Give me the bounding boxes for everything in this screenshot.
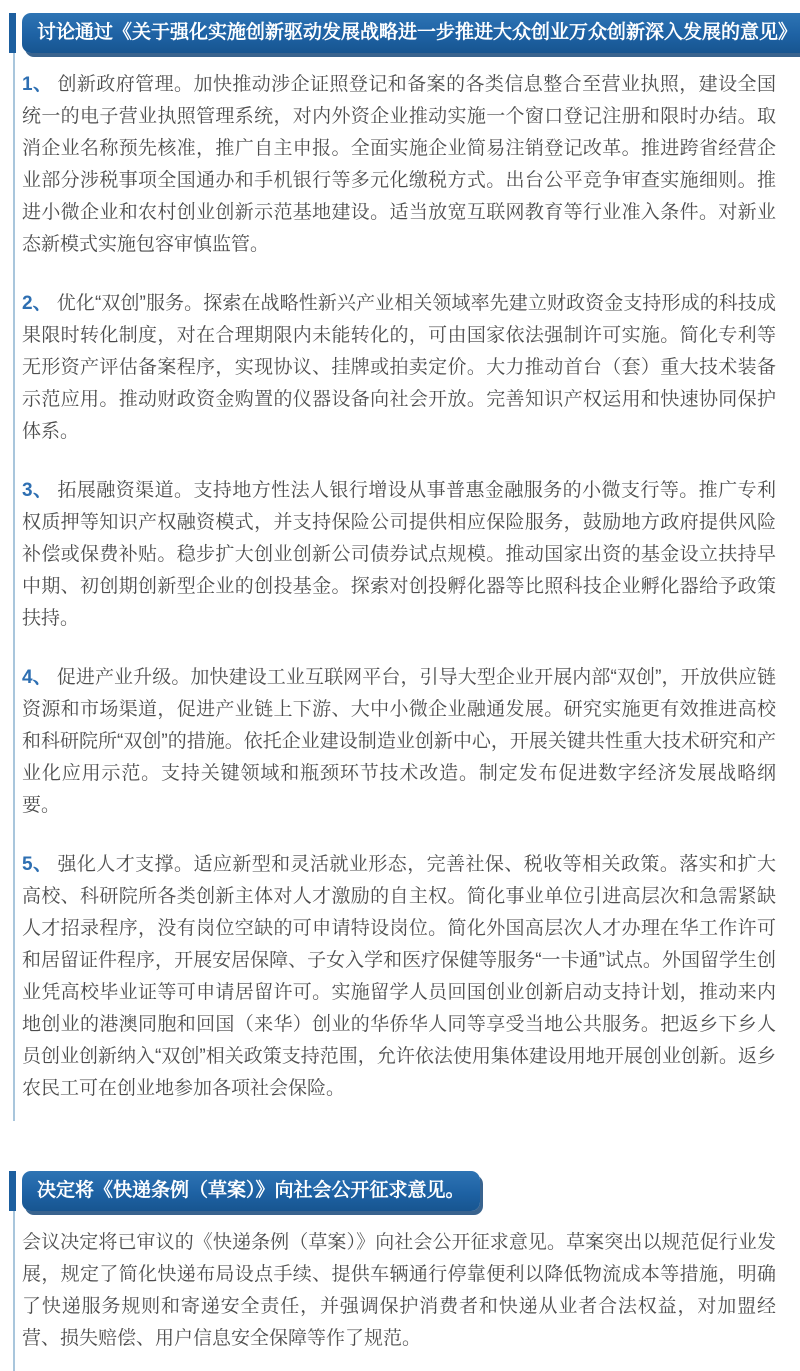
section-header-row xyxy=(9,13,800,53)
paragraph-number: 4、 xyxy=(22,667,52,688)
section-header-banner xyxy=(22,1171,480,1211)
section-title: 讨论通过《关于强化实施创新驱动发展战略进一步推进大众创业万众创新深入发展的意见》 xyxy=(37,22,798,43)
header-accent-bar xyxy=(9,13,16,53)
paragraph-item-4 xyxy=(22,662,776,822)
paragraph-number: 3、 xyxy=(22,480,53,501)
paragraph-item-5 xyxy=(22,849,776,1105)
paragraph-item-2 xyxy=(22,288,776,448)
section-header-banner xyxy=(22,13,800,53)
paragraph-text: 创新政府管理。加快推动涉企证照登记和备案的各类信息整合至营业执照，建设全国统一的电子营业执照管理系统，对内外资企业推动实施一个窗口登记注册和限时办结。取消企业名称预先核准，推广自主申报。全面实施企业简易注销登记改革。推进跨省经营企业部分涉税事项全国通办和手机银行等多元化缴税方式。出台公平竞争审查实施细则。推进小微企业和农村创业创新示范基地建设。适当放宽互联网教育等行业准入条件。对新业态新模式实施包容审慎监管。 xyxy=(22,74,776,255)
section-body xyxy=(13,53,800,1121)
paragraph-number: 1、 xyxy=(22,74,53,95)
paragraph-text: 会议决定将已审议的《快递条例（草案）》向社会公开征求意见。草案突出以规范促行业发展，规定了简化快递布局设点手续、提供车辆通行停靠便利以降低物流成本等措施，明确了快递服务规则和寄递安全责任，并强调保护消费者和快递从业者合法权益，对加盟经营、损失赔偿、用户信息安全保障等作了规范。 xyxy=(22,1232,776,1349)
paragraph-item-3 xyxy=(22,475,776,635)
section-title: 决定将《快递条例（草案）》向社会公开征求意见。 xyxy=(37,1180,465,1201)
paragraph-item-1 xyxy=(22,69,776,261)
paragraph-number: 2、 xyxy=(22,293,52,314)
paragraph-text: 优化“双创”服务。探索在战略性新兴产业相关领域率先建立财政资金支持形成的科技成果限时转化制度，对在合理期限内未能转化的，可由国家依法强制许可实施。简化专利等无形资产评估备案程序，实现协议、挂牌或拍卖定价。大力推动首台（套）重大技术装备示范应用。推动财政资金购置的仪器设备向社会开放。完善知识产权运用和快速协同保护体系。 xyxy=(22,293,776,442)
section-express-regulation xyxy=(0,1171,800,1371)
paragraph-text: 强化人才支撑。适应新型和灵活就业形态，完善社保、税收等相关政策。落实和扩大高校、科研院所各类创新主体对人才激励的自主权。简化事业单位引进高层次和急需紧缺人才招录程序，没有岗位空缺的可申请特设岗位。简化外国高层次人才办理在华工作许可和居留证件程序，开展安居保障、子女入学和医疗保健等服务“一卡通”试点。外国留学生创业凭高校毕业证等可申请居留许可。实施留学人员回国创业创新启动支持计划，推动来内地创业的港澳同胞和回国（来华）创业的华侨华人同等享受当地公共服务。把返乡下乡人员创业创新纳入“双创”相关政策支持范围，允许依法使用集体建设用地开展创业创新。返乡农民工可在创业地参加各项社会保险。 xyxy=(22,854,776,1099)
section-innovation-opinion xyxy=(0,13,800,1121)
paragraph-item-1 xyxy=(22,1227,776,1355)
paragraph-number: 5、 xyxy=(22,854,53,875)
section-body xyxy=(13,1211,800,1371)
section-header-row xyxy=(9,1171,800,1211)
paragraph-text: 促进产业升级。加快建设工业互联网平台，引导大型企业开展内部“双创”，开放供应链资源和市场渠道，促进产业链上下游、大中小微企业融通发展。研究实施更有效推进高校和科研院所“双创”的措施。依托企业建设制造业创新中心，开展关键共性重大技术研究和产业化应用示范。支持关键领域和瓶颈环节技术改造。制定发布促进数字经济发展战略纲要。 xyxy=(22,667,776,816)
paragraph-text: 拓展融资渠道。支持地方性法人银行增设从事普惠金融服务的小微支行等。推广专利权质押等知识产权融资模式，并支持保险公司提供相应保险服务，鼓励地方政府提供风险补偿或保费补贴。稳步扩大创业创新公司债券试点规模。推动国家出资的基金设立扶持早中期、初创期创新型企业的创投基金。探索对创投孵化器等比照科技企业孵化器给予政策扶持。 xyxy=(22,480,776,629)
header-accent-bar xyxy=(9,1171,16,1211)
